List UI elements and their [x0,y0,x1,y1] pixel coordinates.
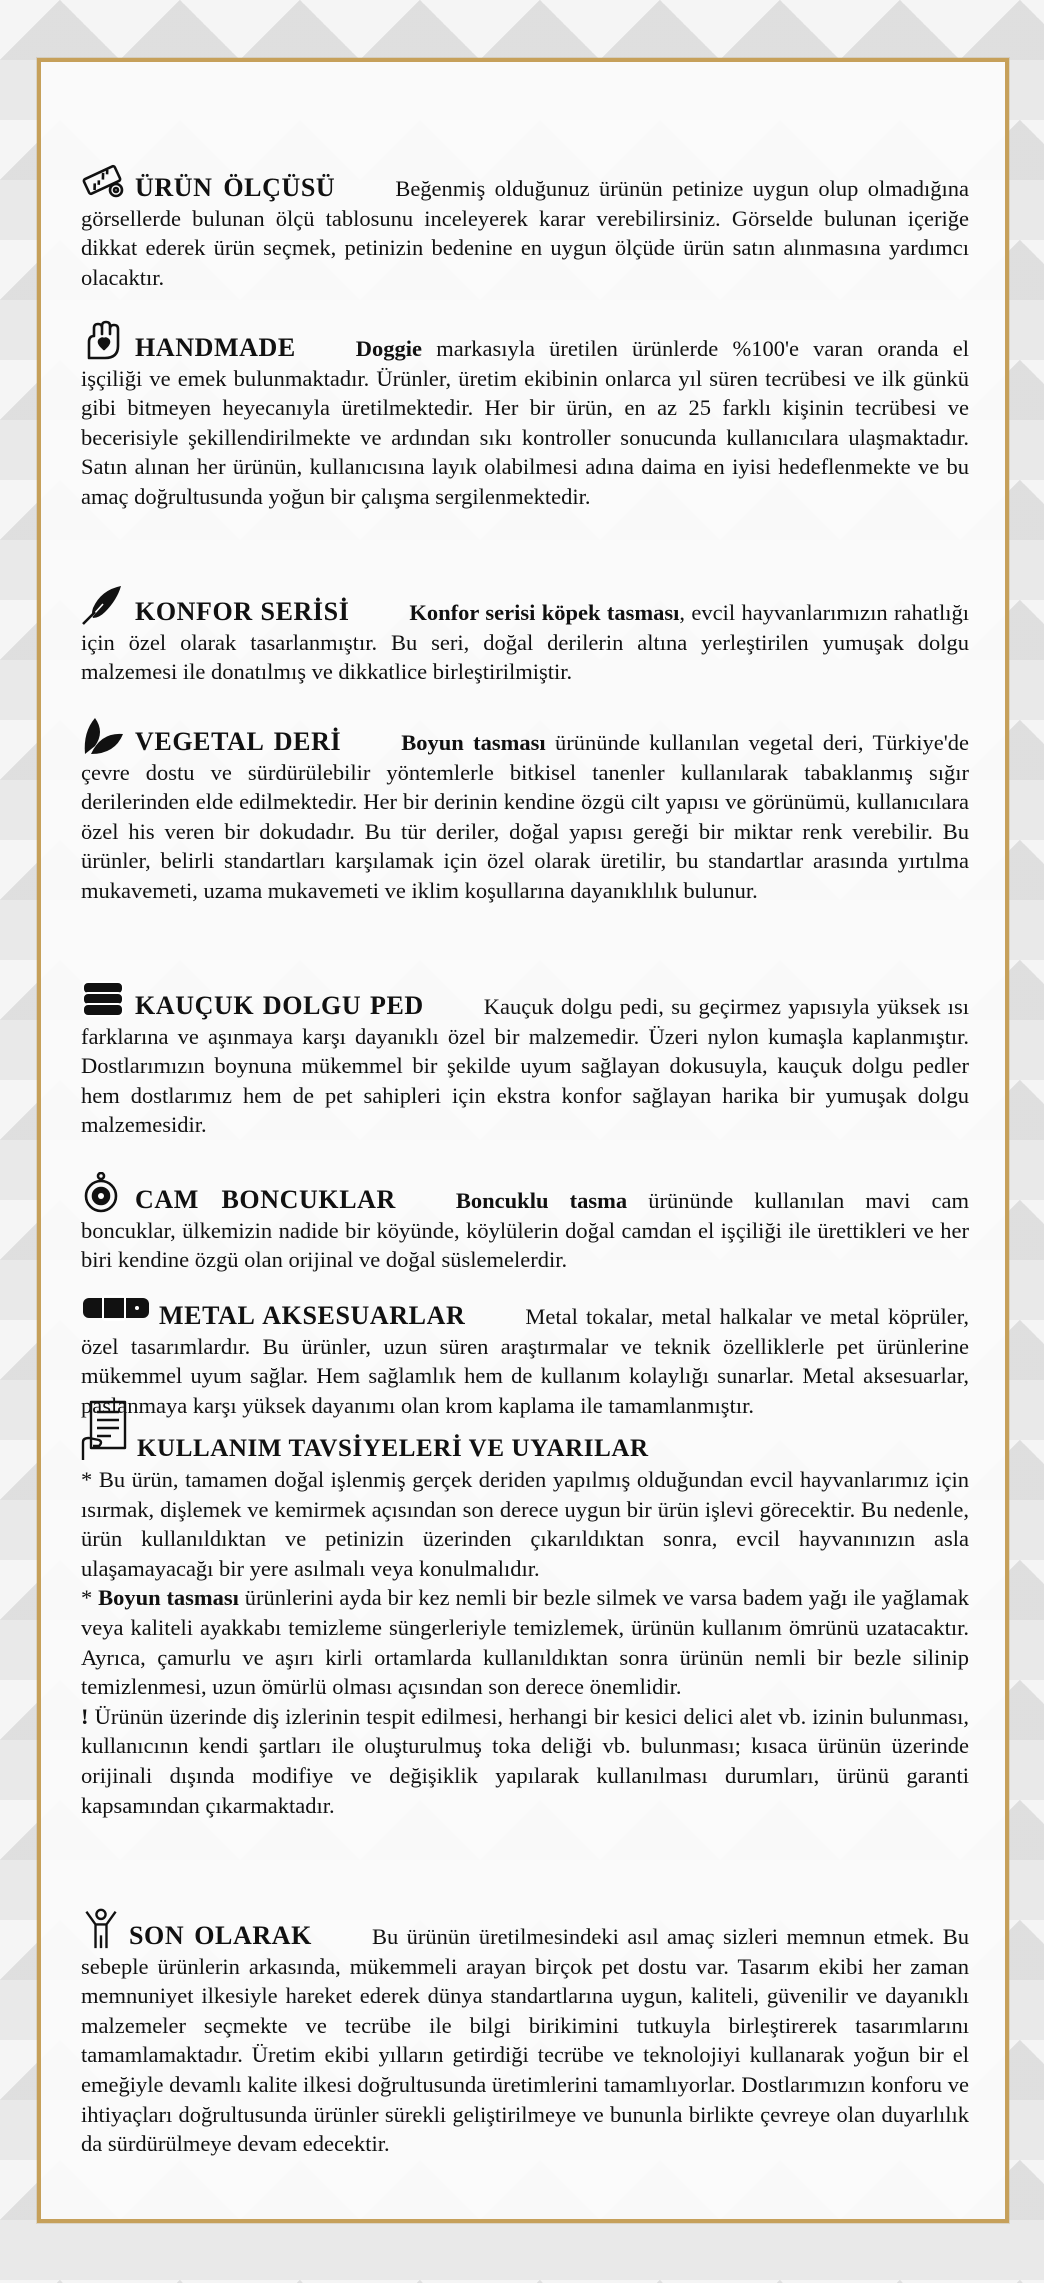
section-text: ürününde kullanılan mavi cam boncuklar, ülkemizin nadide bir köyünde, köylülerin doğal camdan el işçiliği ile ürettikleri ve her biri kendine özgü olan orijinal ve doğal süslemelerdir. [81,1188,969,1273]
paragraph-prefix: * [81,1467,99,1492]
content-frame [37,58,1009,2223]
section-title: ÜRÜN ÖLÇÜSÜ [135,173,336,202]
paragraph-prefix: ! [81,1703,95,1729]
section-lead: Boncuklu tasma [455,1188,628,1213]
section-text: , evcil hayvanlarımızın rahatlığı için özel olarak tasarlanmıştır. Bu seri, doğal derilerin altına yerleştirilen yumuşak dolgu malzemesi ile donatılmış ve dikkatlice birleştirilmiştir. [81,600,969,685]
section-text: Metal tokalar, metal halkalar ve metal köprüler, özel tasarımlardır. Bu ürünler, uzun süren araştırmalar ve teknik özelliklerle pet ürünlerine mükemmel uyum sağlar. Hem sağlamlık hem de kullanım kolaylığı sunarlar. Metal aksesuarlar, paslanmaya karşı yüksek dayanımı olan krom kaplama ile tamamlanmıştır. [81,1304,969,1418]
layers-icon [81,978,127,1020]
section-lead: Boyun tasması [401,730,546,755]
section-urun-olcusu [81,160,969,292]
paragraph-lead: Boyun tasması [98,1585,239,1611]
section-title: KAUÇUK DOLGU PED [135,991,424,1020]
paragraph-text: ürünlerini ayda bir kez nemli bir bezle silmek ve varsa badem yağı ile yağlamak veya kaliteli ayakkabı temizleme süngerleriyle temizlemek, ürünün kullanım ömrünü uzatacaktır. Ayrıca, çamurlu ve aşırı kirli ortamlarda kullanıldıktan sonra ürünün nemli bir bezle silinip temizlenmesi, uzun ömürlü olması açısından son derece önemlidir. [81,1585,969,1700]
section-konfor-serisi [81,584,969,687]
hand-heart-icon [81,320,127,362]
section-vegetal-deri [81,714,969,906]
tape-measure-icon [81,160,127,202]
section-title: CAM BONCUKLAR [135,1185,396,1214]
section-kaucuk-dolgu-ped [81,978,969,1140]
section-son-olarak [81,1908,969,2159]
section-kullanim-tavsiyeleri [81,1400,969,1820]
section-title: METAL AKSESUARLAR [159,1301,466,1330]
section-title: SON OLARAK [129,1921,312,1950]
section-text: markasıyla üretilen ürünlerde %100'e varan oranda el işçiliği ve emek bulunmaktadır. Ürünler, üretim ekibinin onlarca yıl süren tecrübesi ve ilk günkü gibi bitmeyen heyecanıyla üretilmektedir. Her bir ürün, en az 25 farklı kişinin tecrübesi ve becerisiyle şekillendirilmekte ve ardından sıkı kontroller sonucunda kullanıcılara ulaşmaktadır. Satın alınan her ürünün, kullanıcısına layık olabilmesi adına daima en iyisi hedeflenmekte ve bu amaç doğrultusunda yoğun bir çalışma sergilenmektedir. [81,336,969,509]
happy-person-icon [81,1908,121,1950]
document-hand-icon [81,1400,129,1462]
leaf-icon [81,714,127,756]
section-cam-boncuklar [81,1172,969,1275]
section-text: ürününde kullanılan vegetal deri, Türkiye'de çevre dostu ve sürdürülebilir yöntemlerle bitkisel tanenler kullanılarak tabaklanmış sığır derilerinden elde edilmektedir. Her bir derinin kendine özgü cilt yapısı ve görünümü, kullanıcılara özel his veren bir dokudadır. Bu tür deriler, doğal yapısı gereği bir miktar renk verebilir. Bu ürünler, belirli standartları karşılamak için özel olarak üretilir, bu standartlar arasında yırtılma mukavemeti, uzama mukavemeti ve iklim koşullarına dayanıklılık bulunur. [81,730,969,903]
section-text: Beğenmiş olduğunuz ürünün petinize uygun olup olmadığına görsellerde bulunan ölçü tablosunu inceleyerek karar verebilirsiniz. Görselde bulunan içeriğe dikkat ederek ürün seçmek, petinizin bedenine en uygun ölçüde ürün satın alınmasına yardımcı olacaktır. [81,176,969,290]
section-title: KONFOR SERİSİ [135,597,350,626]
feather-icon [81,584,127,626]
section-lead: Doggie [355,336,423,361]
section-lead: Konfor serisi köpek tasması [409,600,680,625]
section-title: VEGETAL DERİ [135,727,342,756]
section-title: HANDMADE [135,333,296,362]
section-handmade [81,320,969,512]
paragraph-prefix: * [81,1585,99,1611]
warning-paragraph-3 [81,1702,969,1820]
section-text: Bu ürünün üretilmesindeki asıl amaç sizleri memnun etmek. Bu sebeple ürünlerin arkasında, mükemmeli arayan birçok pet dostu var. Tasarım ekibi her zaman memnuniyet ilkesiyle hareket ederek dünya standartlarına uygun, kaliteli, güvenilir ve dayanıklı malzemeler seçmekte ve tecrübe ile bilgi birikimini tutkuyla birleştirerek tasarımlarını tamamlamaktadır. Üretim ekibi yılların getirdiği tecrübe ve teknolojiyi kullanarak yoğun bir el emeğiyle devamlı kalite ilkesi doğrultusunda üretimlerini tamamlıyorlar. Dostlarımızın konforu ve ihtiyaçları doğrultusunda ürünler sürekli geliştirilmeye ve bununla birlikte çevreye olan duyarlılık da sürdürülmeye devam edecektir. [81,1924,970,2157]
paragraph-text: Bu ürün, tamamen doğal işlenmiş gerçek deriden yapılmış olduğundan evcil hayvanlarımız için ısırmak, dişlemek ve kemirmek açısından son derece uygun bir ürün işlevi görecektir. Bu nedenle, ürün kullanıldıktan ve petinizin üzerinden çıkarıldıktan sonra, evcil hayvanınızın asla ulaşamayacağı bir yere asılmalı veya konulmalıdır. [81,1467,969,1581]
evil-eye-bead-icon [81,1172,127,1214]
warning-paragraph-1 [81,1465,969,1583]
paragraph-text: Ürünün üzerinde diş izlerinin tespit edilmesi, herhangi bir kesici delici alet vb. izinin bulunması, kullanıcının kendi şartları ile oluşturulmuş toka deliği vb. bulunması; kısaca ürünün üzerinde orijinali dışında modifiye ve değişiklik yapılarak kullanılması durumları, ürünü garanti kapsamından çıkarmaktadır. [81,1703,969,1818]
collar-buckle-icon [81,1288,151,1330]
warning-paragraph-2 [81,1583,969,1701]
section-title: KULLANIM TAVSİYELERİ VE UYARILAR [137,1435,649,1462]
section-text: Kauçuk dolgu pedi, su geçirmez yapısıyla yüksek ısı farklarına ve aşınmaya karşı dayanıklı özel bir malzemedir. Üzeri nylon kumaşla kaplanmıştır. Dostlarımızın boynuna mükemmel bir şekilde uyum sağlayan dokusuyla, kauçuk dolgu pedler hem dostlarımız hem de pet sahipleri için ekstra konfor sağlayan harika bir yumuşak dolgu malzemesidir. [81,994,969,1138]
